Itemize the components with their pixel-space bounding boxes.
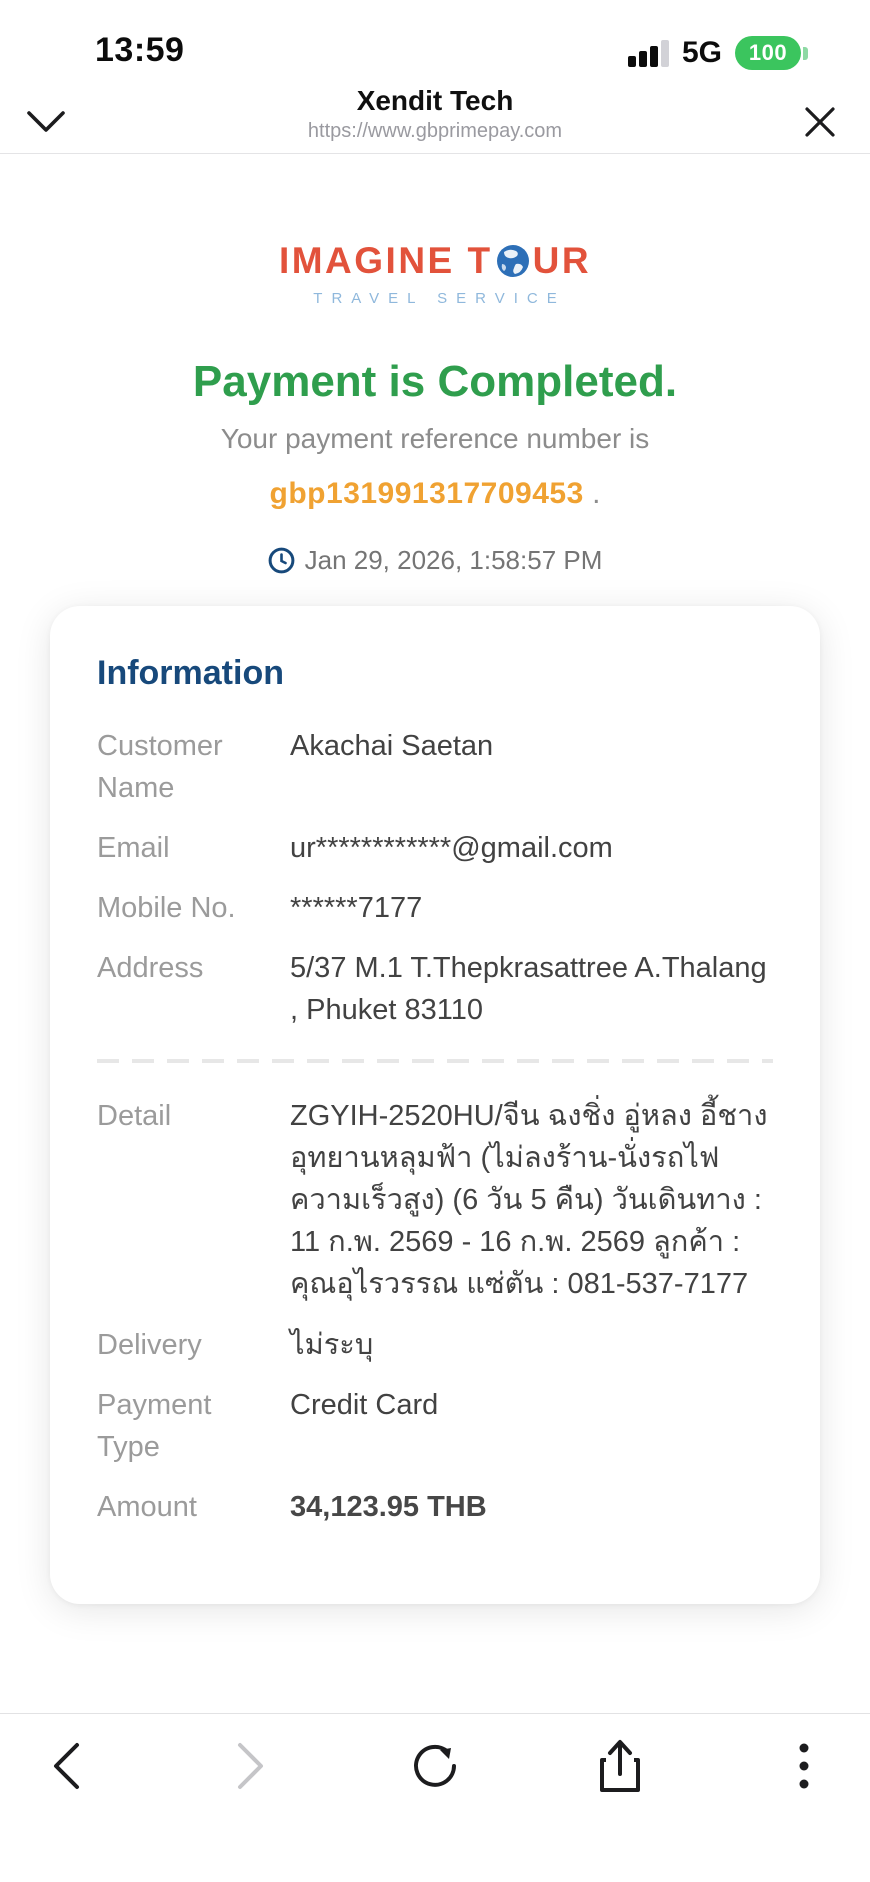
page-url: https://www.gbprimepay.com bbox=[307, 119, 563, 142]
status-time: 13:59 bbox=[95, 31, 185, 69]
field-value: ZGYIH-2520HU/จีน ฉงชิ่ง อู่หลง อี้ชาง อุทยานหลุมฟ้า (ไม่ลงร้าน-นั่งรถไฟความเร็วสูง) (6 วัน 5 คืน) วันเดินทาง : 11 ก.พ. 2569 - 16 ก.พ. 2569 ลูกค้า : คุณอุไรวรรณ แซ่ตัน : 081-537-7177 bbox=[290, 1100, 768, 1301]
payment-result-page bbox=[0, 240, 870, 1604]
field-email bbox=[97, 827, 773, 869]
close-icon bbox=[804, 106, 836, 138]
field-label: Detail bbox=[97, 1100, 172, 1133]
amount-value: 34,123.95 THB bbox=[290, 1490, 487, 1523]
field-value: Credit Card bbox=[290, 1388, 439, 1421]
information-card-title: Information bbox=[97, 654, 284, 692]
back-button[interactable] bbox=[38, 1738, 94, 1794]
field-detail bbox=[97, 1095, 773, 1305]
reload-icon bbox=[409, 1740, 461, 1792]
payment-status-heading: Payment is Completed. bbox=[192, 357, 678, 406]
field-label: Address bbox=[97, 952, 204, 985]
logo-text-right: UR bbox=[532, 240, 592, 281]
information-card bbox=[50, 606, 820, 1604]
in-app-browser-header bbox=[0, 80, 870, 154]
field-delivery bbox=[97, 1324, 773, 1366]
more-button[interactable] bbox=[776, 1738, 832, 1794]
field-value: 5/37 M.1 T.Thepkrasattree A.Thalang , Phuket 83110 bbox=[290, 952, 767, 1027]
merchant-logo bbox=[0, 240, 870, 307]
share-icon bbox=[598, 1738, 642, 1794]
field-label: Customer Name bbox=[97, 730, 223, 805]
battery-icon bbox=[735, 36, 808, 70]
battery-percent: 100 bbox=[735, 36, 801, 70]
cellular-signal-icon bbox=[628, 39, 669, 67]
forward-button[interactable] bbox=[223, 1738, 279, 1794]
logo-text-left: IMAGINE T bbox=[278, 240, 493, 281]
payment-datetime-row bbox=[0, 545, 870, 576]
field-value: ur************@gmail.com bbox=[290, 832, 613, 865]
reference-number: gbp131991317709453 bbox=[269, 477, 584, 510]
reload-button[interactable] bbox=[407, 1738, 463, 1794]
dashed-divider bbox=[97, 1059, 773, 1063]
field-amount bbox=[97, 1486, 773, 1528]
more-vertical-icon bbox=[798, 1740, 810, 1792]
clock-icon bbox=[268, 547, 295, 574]
field-customer-name bbox=[97, 725, 773, 809]
field-label: Payment Type bbox=[97, 1388, 212, 1463]
field-address bbox=[97, 947, 773, 1031]
chevron-down-icon bbox=[26, 110, 66, 134]
collapse-button[interactable] bbox=[22, 98, 70, 146]
payment-datetime: Jan 29, 2026, 1:58:57 PM bbox=[304, 545, 603, 575]
close-button[interactable] bbox=[796, 98, 844, 146]
browser-toolbar bbox=[0, 1713, 870, 1882]
field-label: Mobile No. bbox=[97, 892, 236, 925]
network-type-label: 5G bbox=[681, 36, 722, 69]
page-title: Xendit Tech bbox=[356, 85, 514, 116]
chevron-right-icon bbox=[236, 1741, 266, 1791]
field-value: Akachai Saetan bbox=[290, 730, 494, 762]
chevron-left-icon bbox=[51, 1741, 81, 1791]
status-bar bbox=[0, 0, 870, 80]
field-payment-type bbox=[97, 1384, 773, 1468]
field-mobile bbox=[97, 887, 773, 929]
reference-suffix: . bbox=[583, 477, 601, 510]
field-value: ******7177 bbox=[290, 892, 423, 925]
logo-tagline: TRAVEL SERVICE bbox=[313, 290, 566, 307]
field-value: ไม่ระบุ bbox=[290, 1328, 374, 1361]
reference-caption: Your payment reference number is bbox=[220, 423, 650, 454]
reference-line bbox=[0, 477, 870, 511]
field-label: Amount bbox=[97, 1490, 197, 1523]
share-button[interactable] bbox=[592, 1738, 648, 1794]
field-label: Delivery bbox=[97, 1328, 202, 1361]
field-label: Email bbox=[97, 832, 170, 865]
globe-icon bbox=[494, 242, 532, 280]
